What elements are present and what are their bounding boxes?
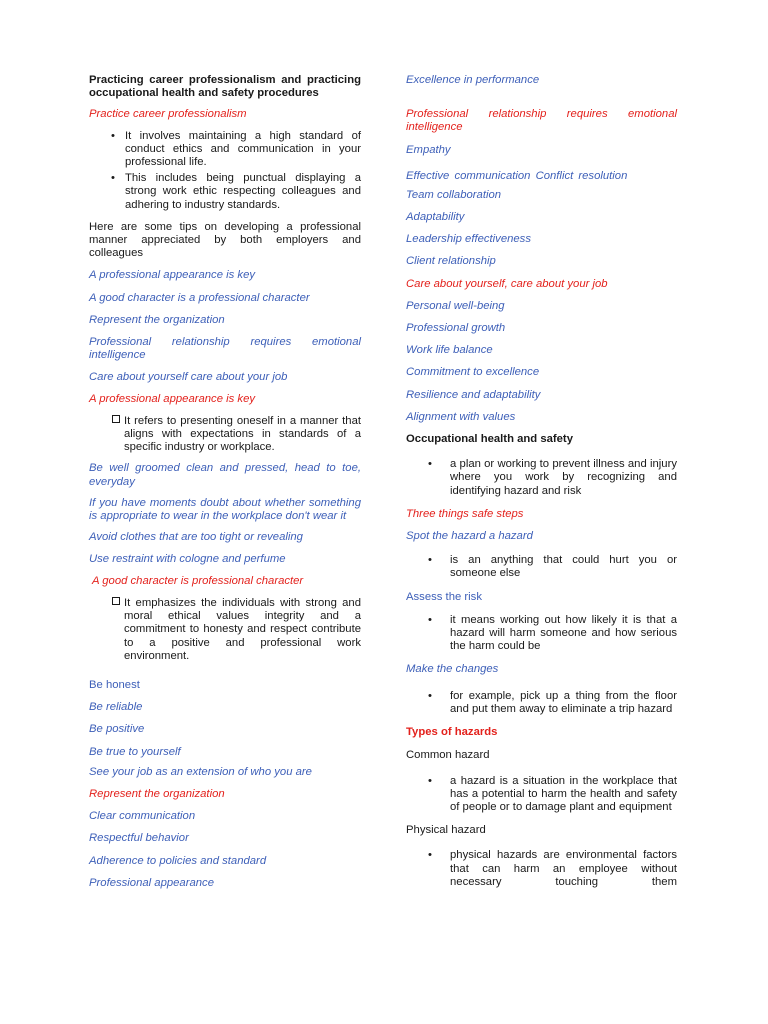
assess-heading: Assess the risk xyxy=(406,590,482,603)
practice-heading: Practice career professionalism xyxy=(89,108,247,121)
appearance-desc: It refers to presenting oneself in a manner that aligns with expectations in standards of a specific industry or workplace. xyxy=(124,414,361,454)
spot-bullet-row xyxy=(406,554,677,580)
character-item: Be true to yourself xyxy=(89,745,181,758)
relationship-item: Leadership effectiveness xyxy=(406,233,531,246)
left-column xyxy=(89,72,361,890)
appearance-desc-row xyxy=(89,415,361,455)
right-top-item: Excellence in performance xyxy=(406,74,540,86)
appearance-heading: A professional appearance is key xyxy=(89,392,255,405)
character-desc: It emphasizes the individuals with strong and moral ethical values integrity and a commitment to honesty and respect contribute to a positive and professional work environment. xyxy=(124,596,361,662)
bullet-icon: • xyxy=(428,613,432,626)
bullet-icon: • xyxy=(428,849,432,862)
ohs-heading: Occupational health and safety xyxy=(406,433,573,446)
represent-heading: Represent the organization xyxy=(89,787,225,800)
spot-heading: Spot the hazard a hazard xyxy=(406,530,533,543)
physical-heading: Physical hazard xyxy=(406,824,486,837)
checkbox-bullet-icon xyxy=(112,415,124,428)
tip-item: A good character is a professional character xyxy=(89,291,310,304)
care-item: Resilience and adaptability xyxy=(406,388,541,401)
appearance-item: If you have moments doubt about whether something is appropriate to wear in the workplace don't wear it xyxy=(89,496,361,523)
care-item: Commitment to excellence xyxy=(406,366,540,379)
relationship-item: Adaptability xyxy=(406,211,465,224)
relationship-item: Team collaboration xyxy=(406,188,502,201)
changes-bullet: for example, pick up a thing from the floor and put them away to eliminate a trip hazard xyxy=(450,689,677,715)
assess-bullet-row xyxy=(406,614,677,654)
common-bullet: a hazard is a situation in the workplace that has a potential to harm the health and safety of people or to damage plant and equipment xyxy=(450,774,677,813)
right-column xyxy=(406,72,677,889)
character-desc-row xyxy=(89,597,361,663)
care-item: Alignment with values xyxy=(406,410,516,423)
tip-item: Represent the organization xyxy=(89,313,225,326)
care-item: Work life balance xyxy=(406,344,493,357)
three-steps-heading: Three things safe steps xyxy=(406,507,524,520)
relationship-item: Client relationship xyxy=(406,255,496,268)
assess-bullet: it means working out how likely it is that a hazard will harm someone and how serious the harm could be xyxy=(450,613,677,653)
represent-item: Adherence to policies and standard xyxy=(89,854,267,867)
character-heading: A good character is professional character xyxy=(92,574,304,587)
physical-bullet: physical hazards are environmental factors that can harm an employee without necessary touching them xyxy=(450,849,677,888)
bullet-icon: • xyxy=(111,172,115,185)
checkbox-bullet-icon xyxy=(112,597,124,610)
changes-bullet-row xyxy=(406,690,677,716)
changes-heading: Make the changes xyxy=(406,663,499,676)
character-item: Be positive xyxy=(89,723,145,736)
tips-intro: Here are some tips on developing a professional manner appreciated by both employers and colleagues xyxy=(89,220,361,260)
represent-item: Clear communication xyxy=(89,810,196,823)
character-item: See your job as an extension of who you are xyxy=(89,765,312,778)
relationship-heading: Professional relationship requires emotional intelligence xyxy=(406,108,677,134)
bullet-icon: • xyxy=(428,774,432,787)
represent-item: Professional appearance xyxy=(89,876,214,889)
relationship-item: Empathy xyxy=(406,143,451,156)
relationship-item: Effective communication Conflict resolution xyxy=(406,169,628,182)
types-heading: Types of hazards xyxy=(406,726,498,739)
physical-bullet-row xyxy=(406,849,677,889)
bullet-item xyxy=(111,172,361,212)
ohs-bullet-row xyxy=(406,458,677,498)
care-heading: Care about yourself, care about your job xyxy=(406,277,608,290)
represent-item: Respectful behavior xyxy=(89,832,189,845)
intro-bullet-list xyxy=(89,130,361,212)
spot-bullet: is an anything that could hurt you or someone else xyxy=(450,554,677,580)
appearance-item: Use restraint with cologne and perfume xyxy=(89,553,286,566)
care-item: Professional growth xyxy=(406,322,506,335)
common-bullet-row xyxy=(406,775,677,815)
ohs-bullet: a plan or working to prevent illness and injury where you work by recognizing and identifying hazard and risk xyxy=(450,458,677,497)
bullet-icon: • xyxy=(111,129,115,142)
bullet-icon: • xyxy=(428,458,432,471)
tip-item: Professional relationship requires emotional intelligence xyxy=(89,336,361,362)
bullet-icon: • xyxy=(428,554,432,567)
character-item: Be reliable xyxy=(89,701,143,714)
care-item: Personal well-being xyxy=(406,299,505,312)
bullet-icon: • xyxy=(428,689,432,702)
tip-item: A professional appearance is key xyxy=(89,269,255,282)
appearance-item: Be well groomed clean and pressed, head to toe, everyday xyxy=(89,462,361,488)
bullet-text: This includes being punctual displaying a strong work ethic respecting colleagues and adhering to industry standards. xyxy=(125,172,361,211)
bullet-item xyxy=(111,130,361,170)
bullet-text: It involves maintaining a high standard of conduct ethics and communication in your professional life. xyxy=(125,129,361,169)
character-item: Be honest xyxy=(89,678,140,691)
common-heading: Common hazard xyxy=(406,749,490,762)
document-title: Practicing career professionalism and practicing occupational health and safety procedures xyxy=(89,74,361,100)
tip-item: Care about yourself care about your job xyxy=(89,371,288,384)
appearance-item: Avoid clothes that are too tight or revealing xyxy=(89,531,303,544)
